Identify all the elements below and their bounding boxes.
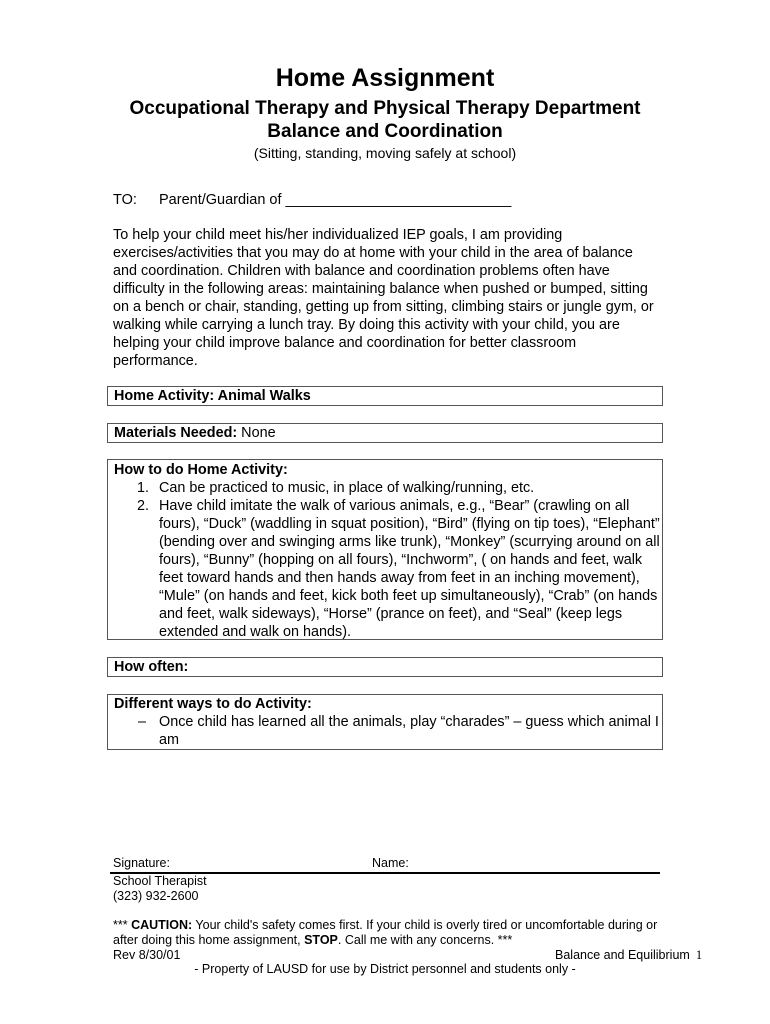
signature-label: Signature: bbox=[113, 856, 170, 870]
school-therapist-label: School Therapist bbox=[113, 874, 207, 888]
signature-row bbox=[113, 856, 659, 870]
footer-section bbox=[555, 948, 702, 963]
materials-label: Materials Needed: bbox=[114, 425, 238, 441]
phone-number: (323) 932-2600 bbox=[113, 889, 199, 903]
caution-note bbox=[113, 918, 673, 948]
property-notice: - Property of LAUSD for use by District personnel and students only - bbox=[194, 962, 576, 976]
step-text: Can be practiced to music, in place of walking/running, etc. bbox=[159, 480, 535, 496]
how-often-label: How often: bbox=[114, 659, 189, 675]
different-ways-box bbox=[107, 694, 663, 750]
topic-heading: Balance and Coordination bbox=[267, 121, 503, 142]
caution-label: CAUTION: bbox=[131, 918, 193, 932]
materials-box bbox=[107, 423, 663, 443]
how-to-box bbox=[107, 459, 663, 640]
step-number: 1. bbox=[137, 480, 150, 496]
page-number: 1 bbox=[695, 948, 703, 962]
recipient-field: Parent/Guardian of ____________________________ bbox=[159, 192, 512, 208]
department-heading: Occupational Therapy and Physical Therapy Department bbox=[129, 98, 641, 119]
different-ways-label: Different ways to do Activity: bbox=[114, 696, 312, 712]
materials-row bbox=[108, 424, 662, 442]
dash-marker: – bbox=[138, 714, 147, 730]
caution-prefix: *** bbox=[113, 918, 132, 932]
caution-text: Your child's safety comes first. If your child is overly tired or uncomfortable during or after doing this home assignment, bbox=[113, 918, 658, 947]
materials-value: None bbox=[241, 425, 276, 441]
step-number: 2. bbox=[137, 498, 150, 514]
topic-subheading: (Sitting, standing, moving safely at school) bbox=[253, 145, 517, 161]
step-item bbox=[108, 479, 662, 497]
section-name: Balance and Equilibrium bbox=[555, 948, 690, 962]
step-text: Have child imitate the walk of various animals, e.g., “Bear” (crawling on all fours), “Duck” (waddling in squat position), “Bird” (flying on tip toes), “Elephant” (bending over and swinging arms like trunk), “Monkey” (scurrying around on all fours), “Bunny” (hopping on all fours), “Inchworm”, ( on hands and feet, walk feet toward hands and then hands away from feet in an inching movement), “Mule” (on hands and feet, kick both feet up simultaneously), “Crab” (on hands and feet, walk sideways), “Horse” (prance on feet), and “Seal” (keep legs extended and walk on hands). bbox=[159, 498, 660, 640]
step-item bbox=[108, 497, 662, 641]
list-item bbox=[108, 713, 662, 749]
caution-text-end: . Call me with any concerns. *** bbox=[337, 933, 513, 947]
page-title: Home Assignment bbox=[275, 64, 495, 92]
recipient-line bbox=[113, 192, 511, 208]
home-activity-label: Home Activity: Animal Walks bbox=[114, 388, 311, 404]
how-often-box bbox=[107, 657, 663, 677]
revision-date: Rev 8/30/01 bbox=[113, 948, 181, 962]
stop-label: STOP bbox=[304, 933, 338, 947]
how-to-steps bbox=[108, 479, 662, 641]
how-to-label: How to do Home Activity: bbox=[114, 462, 288, 478]
to-label: TO: bbox=[113, 192, 137, 208]
intro-paragraph: To help your child meet his/her individualized IEP goals, I am providing exercises/activities that you may do at home with your child in the area of balance and coordination. Children with balance and coordination problems often have difficulty in the following areas: maintaining balance when pushed or bumped, sitting on a bench or chair, standing, getting up from sitting, climbing stairs or jungle gym, or walking while carrying a lunch tray. By doing this activity with your child, you are helping your child improve balance and coordination for better classroom performance. bbox=[113, 227, 654, 369]
list-item-text: Once child has learned all the animals, play “charades” – guess which animal I am bbox=[159, 714, 659, 748]
name-label: Name: bbox=[372, 856, 409, 870]
home-activity-box bbox=[107, 386, 663, 406]
